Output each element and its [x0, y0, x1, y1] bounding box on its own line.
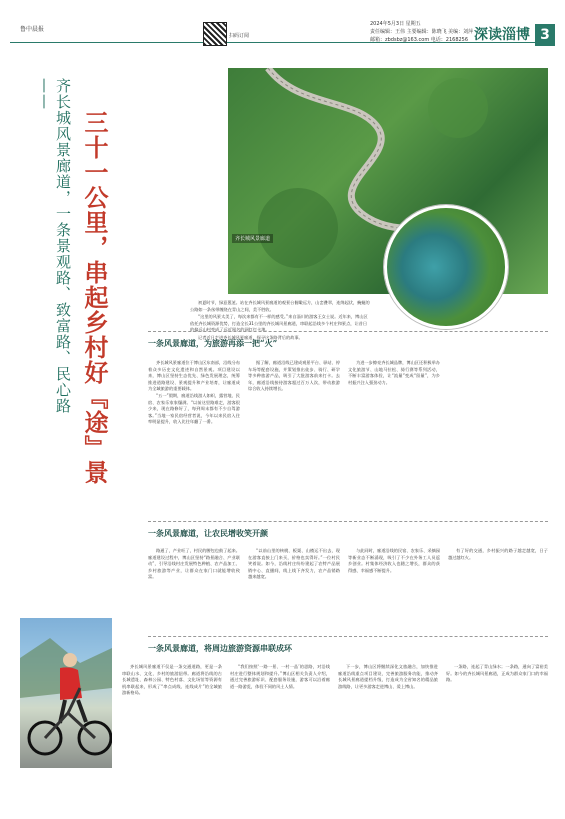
lead-paragraph: 初夏时节，绿意葱茏。站在齐长城风景廊道的观景台俯瞰远方，山峦叠翠，连绵起伏，蜿蜒的公路如一条丝带缠绕在青山之间，美不胜收。: [190, 300, 370, 312]
paragraph: 一条路，连起了青山绿水；一条路，通向了富裕美好。如今的齐长城风景廊道，正成为群众家门口的幸福路。: [446, 664, 548, 683]
newspaper-logo: 鲁中晨报: [20, 26, 45, 33]
circular-inset-photo: [384, 205, 508, 329]
section-2-column-4: [448, 548, 548, 561]
divider: [148, 331, 548, 332]
qr-code-icon: [203, 22, 227, 46]
section-1-column-3: [348, 360, 440, 386]
article-headline: 三十一公里，串起乡村好『途』景: [80, 110, 109, 485]
paragraph: 为进一步擦亮齐长城品牌，博山区还积极举办文化旅游节、山地马拉松、骑行赛等系列活动，不断丰富游客体验，让“流量”变成“留量”，为乡村振兴注入强劲动力。: [348, 360, 440, 385]
lead-paragraph: 记者近日走进齐长城风景廊道，探寻这条路背后的故事。: [198, 334, 303, 340]
qr-label: 扫码订阅: [229, 33, 250, 39]
contact-line: 邮箱：zbdsbz@163.com 电话：2168256: [370, 37, 469, 43]
section-3-column-4: [446, 664, 548, 684]
paragraph: 下一步，博山区将继续深化文旅融合，加快推进廊道沿线重点项目建设，完善旅游服务功能，推动齐长城风景廊道提档升级，打造成为全省知名的精品旅游线路，让更多游客走进博山、爱上博山。: [338, 664, 438, 689]
section-3-column-2: [230, 664, 330, 690]
divider: [148, 521, 548, 522]
section-3-column-3: [338, 664, 438, 690]
masthead: [10, 10, 555, 43]
section-1-column-1: [148, 360, 240, 426]
editor-line: 责任编辑：王伟 主要编辑：陈晓飞 美编：刘萍: [370, 29, 474, 35]
article-subtitle: 齐长城风景廊道，一条景观路、致富路、民心路——: [36, 78, 72, 414]
paragraph: “我们按照‘一路一景、一村一品’的思路，对沿线村庄进行整体规划和提升。”博山区相关负责人介绍，通过完善旅游标识、配套服务设施，游客可以沿着廊道一路游览，体验不同的风土人情。: [230, 664, 330, 689]
paragraph: 齐长城风景廊道位于博山区东南部，沿线分布着众多历史文化遗迹和自然景观。项目建设以来，博山区坚持生态优先、绿色发展理念，统筹推进道路建设、景观提升和产业培育，让廊道成为全域旅游的重要载体。: [148, 360, 240, 392]
paragraph: “五一”假期，廊道沿线游人如织，露营地、民宿、农家乐家家爆满。“以前这里路难走，游客很少来，现在路修好了，每到周末都有不少自驾游客。”当地一家民宿经营者说，今年以来民宿入住率明显提升，收入比往年翻了一番。: [148, 392, 240, 425]
paragraph: 路通了，产业旺了，村民的腰包也鼓了起来。廊道建设过程中，博山区坚持“路景融合、产业联动”，引导沿线村庄发展特色种植、农产品加工、乡村旅游等产业，让群众在家门口就能增收致富。: [148, 548, 240, 580]
section-2-column-1: [148, 548, 240, 581]
section-title: 深读淄博: [474, 27, 530, 43]
page-number: 3: [535, 24, 555, 46]
lead-paragraphs: [190, 300, 370, 343]
paragraph: 与此同时，廊道沿线的民宿、农家乐、采摘园等新业态不断涌现，吸引了不少在外务工人员返乡创业。村集体经济收入也随之增长，群众的获得感、幸福感不断提升。: [348, 548, 440, 573]
lead-paragraph: “这里的风景太美了，每次来都有不一样的感受。”来自淄川的游客王女士说。近年来，博山区依托齐长城资源优势，打造全长31公里的齐长城风景廊道，串联起沿线多个村庄和景点，让昔日的偏远山村变成了远近闻名的网红打卡地。: [190, 314, 368, 333]
section-heading-1: 一条风景廊道，为旅游再添一把“火”: [148, 338, 278, 348]
paragraph: 据了解，廊道沿线已建成观景平台、驿站、停车场等配套设施，并策划推出徒步、骑行、研学等多种旅游产品，吸引了大批游客前来打卡。去年，廊道沿线接待游客超过百万人次，带动旅游综合收入持续增长。: [248, 360, 340, 392]
paragraph: 有了好的交通，乡村振兴的路子越走越宽，日子越过越红火。: [448, 548, 548, 560]
section-3-column-1: [122, 664, 222, 697]
cyclist-illustration: [20, 618, 112, 768]
section-1-column-2: [248, 360, 340, 393]
paragraph: “以前山里的核桃、板栗、山楂运不出去，现在游客直接上门来买，价格也卖得好。”一位村民笑着说。如今，沿线村庄纷纷建起了农特产品展销中心、直播间，线上线下齐发力，农产品销路越来越宽。: [248, 548, 340, 580]
cyclist-photo: [20, 618, 112, 768]
section-heading-3: 一条风景廊道，将周边旅游资源串联成环: [148, 643, 292, 653]
hero-caption: 齐长城风景廊道: [232, 234, 273, 243]
section-2-column-2: [248, 548, 340, 581]
section-2-column-3: [348, 548, 440, 574]
issue-date: 2024年5月3日 星期五: [370, 21, 421, 27]
paragraph: 齐长城风景廊道不仅是一条交通道路，更是一条串联山水、文化、乡村的旅游纽带。廊道将沿线的古长城遗址、森林公园、特色村落、文化场馆等资源有机串联起来，形成了“串点成线、连线成片”的全域旅游新格局。: [122, 664, 222, 696]
section-heading-2: 一条风景廊道，让农民增收笑开颜: [148, 528, 268, 538]
divider: [148, 636, 548, 637]
